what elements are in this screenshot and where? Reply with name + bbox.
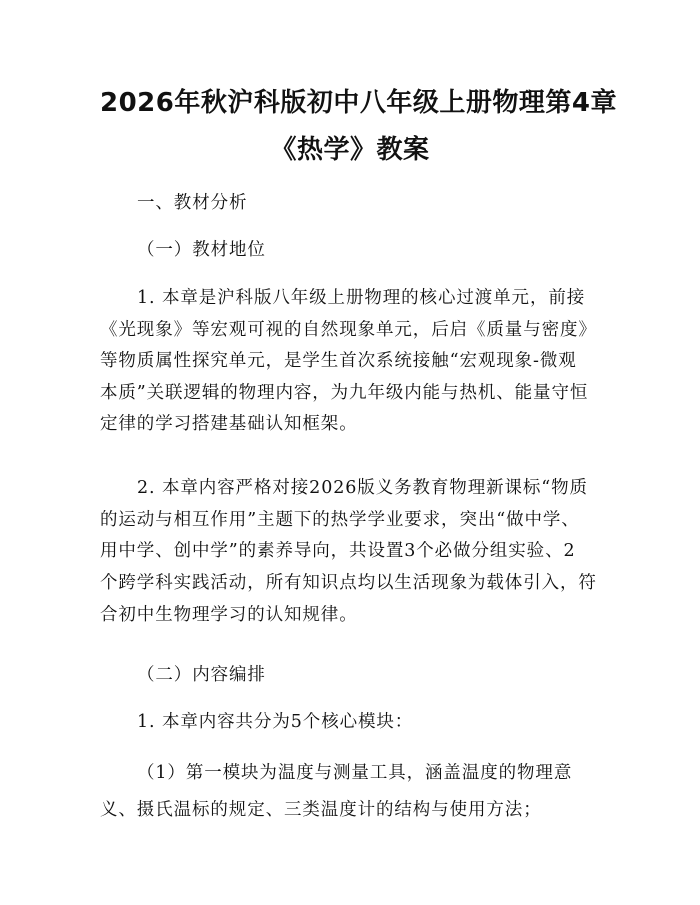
subsection-heading-text: （一）教材地位 [137,240,266,260]
list-item-module-one [100,755,600,829]
list-item-modules [100,707,600,737]
subsection-heading-position [100,235,600,265]
paragraph-line: 个跨学科实践活动，所有知识点均以生活现象为载体引入，符 [100,573,597,594]
paragraph-line: 本质”关联逻辑的物理内容，为九年级内能与热机、能量守恒 [100,382,589,403]
section-heading-text: 一、教材分析 [137,193,248,213]
paragraph-line: 定律的学习搭建基础认知框架。 [100,414,358,434]
document-title-line2: 《热学》教案 [270,135,430,165]
paragraph-line: （1）第一模块为温度与测量工具，涵盖温度的物理意 [137,763,573,783]
section-heading-analysis [100,188,600,218]
paragraph-textbook-position [100,283,600,441]
document-title-line1: 2026年秋沪科版初中八年级上册物理第4章 [100,88,617,118]
subsection-heading-arrangement [100,660,600,690]
paragraph-line: 合初中生物理学习的认知规律。 [100,604,358,625]
paragraph-line: 2. 本章内容严格对接2026版义务教育物理新课标“物质 [137,478,588,498]
paragraph-line: 《光现象》等宏观可视的自然现象单元，后启《质量与密度》 [100,319,597,340]
paragraph-curriculum-alignment [100,473,600,631]
paragraph-line: 的运动与相互作用”主题下的热学学业要求，突出“做中学、 [100,509,580,530]
paragraph-line: 用中学、创中学”的素养导向，共设置3个必做分组实验、2 [100,541,576,562]
subsection-heading-text: （二）内容编排 [137,665,266,685]
list-item-text: 1. 本章内容共分为5个核心模块： [137,712,414,732]
paragraph-line: 等物质属性探究单元，是学生首次系统接触“宏观现象-微观 [100,351,577,371]
paragraph-line: 义、摄氏温标的规定、三类温度计的结构与使用方法； [100,800,542,820]
paragraph-line: 1. 本章是沪科版八年级上册物理的核心过渡单元，前接 [137,288,586,308]
